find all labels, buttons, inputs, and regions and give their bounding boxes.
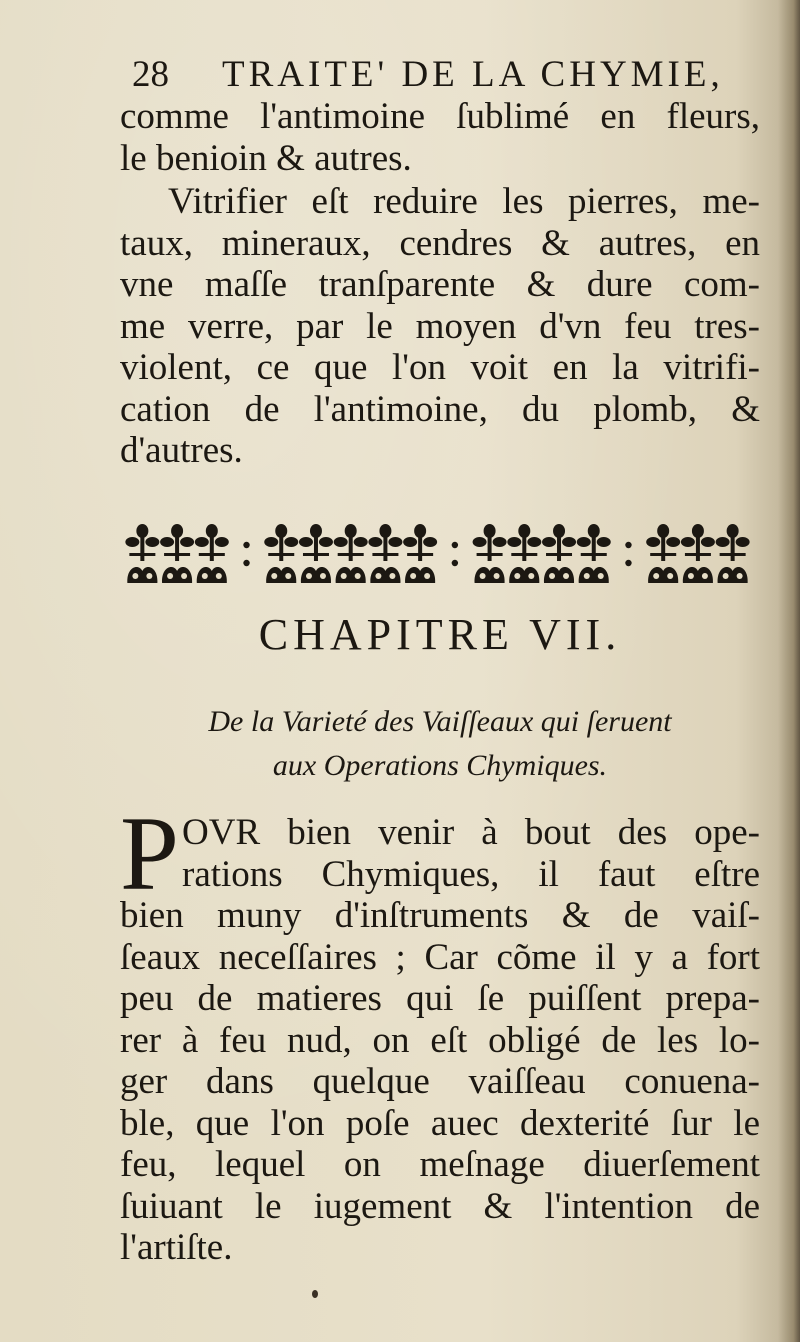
paragraph-1 — [120, 96, 760, 179]
text-line: ſuiuant le iugement & l'intention de — [120, 1185, 760, 1227]
drop-cap: P — [120, 795, 179, 912]
running-title: TRAITE' DE LA CHYMIE, — [222, 54, 724, 95]
text-line: l'artiſte. — [120, 1227, 233, 1268]
page-number: 28 — [132, 54, 169, 95]
text-line: violent, ce que l'on voit en la vitrifi- — [120, 347, 760, 388]
paragraph-3 — [120, 812, 760, 1269]
paragraph-2 — [120, 181, 760, 472]
text-line: rer à feu nud, on eſt obligé de les lo- — [120, 1019, 760, 1061]
subtitle-line: aux Operations Chymiques. — [272, 749, 608, 782]
text-line: ble, que l'on poſe auec dexterité ſur le — [120, 1102, 760, 1144]
text-line: comme l'antimoine ſublimé en fleurs, — [120, 96, 760, 137]
text-line: ger dans quelque vaiſſeau conuena- — [120, 1061, 760, 1102]
text-line: peu de matieres qui ſe puiſſent prepa- — [120, 978, 760, 1019]
text-line: ſeaux neceſſaires ; Car cõme il y a fort — [120, 936, 760, 978]
text-line: taux, mineraux, cendres & autres, en — [120, 222, 760, 264]
text-line: feu, lequel on meſnage diuerſement — [120, 1144, 760, 1185]
text-line: OVR bien venir à bout des ope- — [182, 812, 760, 853]
text-line: bien muny d'inſtruments & de vaiſ- — [120, 895, 760, 936]
chapter-title: CHAPITRE VII. — [258, 610, 622, 659]
running-head — [132, 50, 752, 100]
text-line: Vitrifier eſt reduire les pierres, me- — [168, 181, 760, 222]
fleuron-band-icon — [125, 523, 750, 587]
text-line: rations Chymiques, il faut eſtre — [182, 853, 760, 895]
chapter-subtitle — [120, 700, 760, 788]
text-line: me verre, par le moyen d'vn feu tres- — [120, 305, 760, 347]
text-line: cation de l'antimoine, du plomb, & — [120, 388, 760, 430]
text-line: le benioin & autres. — [120, 137, 412, 179]
text-line: d'autres. — [120, 430, 243, 471]
ink-speck — [312, 1290, 318, 1298]
text-line: vne maſſe tranſparente & dure com- — [120, 264, 760, 305]
page-gutter — [778, 0, 800, 1342]
subtitle-line: De la Varieté des Vaiſſeaux qui ſeruent — [208, 705, 672, 738]
